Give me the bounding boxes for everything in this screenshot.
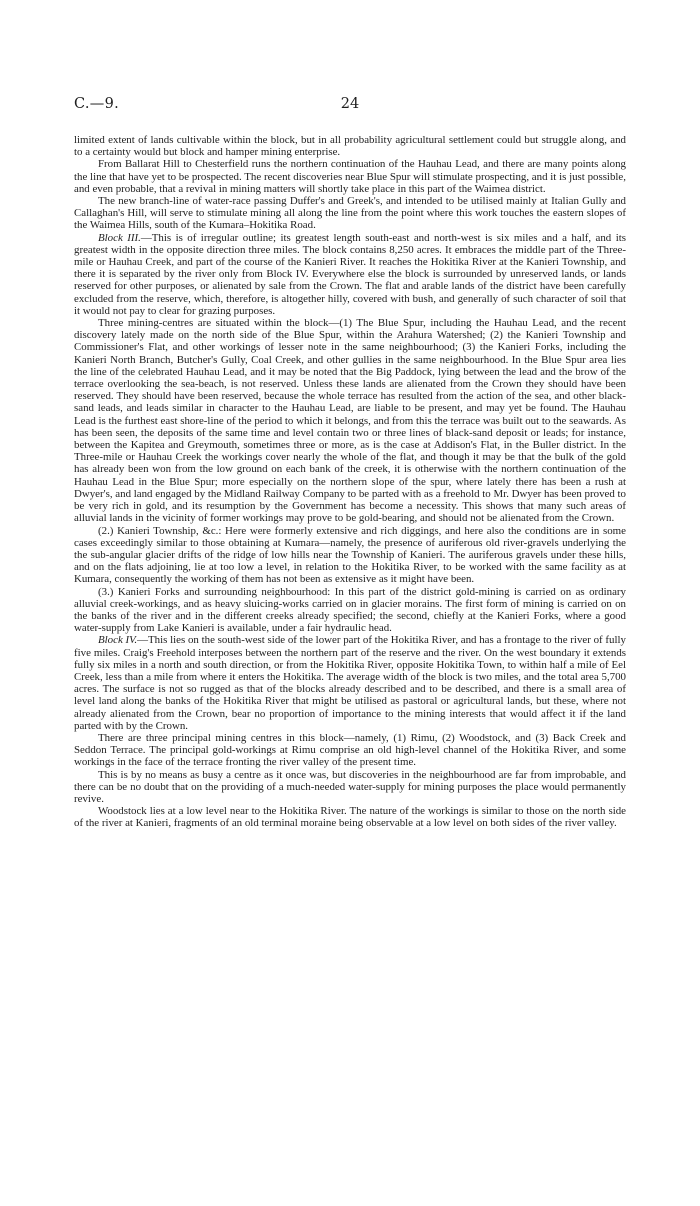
paragraph: Woodstock lies at a low level near to the Hokitika River. The nature of the workings is similar to those on the north side of the river at Kanieri, fragments of an old terminal moraine being observable at a low level on both sides of the river valley. <box>74 805 626 830</box>
block-heading: Block IV. <box>98 634 138 647</box>
paragraph: (2.) Kanieri Township, &c.: Here were formerly extensive and rich diggings, and here also the conditions are in some cases exceedingly similar to those obtaining at Kumara—namely, the presence of auriferous old river-gravels underlying the the sub-angular glacier drifts of the ridge of low hills near the Township of Kanieri. The auriferous gravels under these hills, and on the flats adjoining, lie at too low a level, in relation to the Hokitika River, to be worked with the same facility as at Kumara, consequently the working of them has not been as extensive as it might have been. <box>74 524 626 586</box>
paragraph-text: —This is of irregular outline; its greatest length south-east and north-west is six miles and a half, and its greatest width in the opposite direction three miles. The block contains 8,250 acres. It embraces the middle part of the Three-mile or Hauhau Creek, and part of the course of the Kanieri River. It reaches the Hokitika River at the Kanieri Township, and there it is separated by the river only from Block IV. Everywhere else the block is surrounded by unreserved lands, or lands reserved for other purposes, or alienated by sale from the Crown. The flat and arable lands of the district have been carefully excluded from the reserve, which, therefore, is altogether hilly, covered with bush, and generally of such character of soil that it would not pay to clear for grazing purposes. <box>74 231 626 317</box>
page-number: 24 <box>340 96 360 112</box>
page-header <box>74 96 626 118</box>
paragraph: limited extent of lands cultivable within the block, but in all probability agricultural settlement could but struggle along, and to a certainty would but block and hamper mining enterprise. <box>74 134 626 159</box>
block-heading: Block III. <box>98 231 141 244</box>
document-reference: C.—9. <box>74 96 120 112</box>
paragraph: This is by no means as busy a centre as it once was, but discoveries in the neighbourhood are far from improbable, and there can be no doubt that on the providing of a much-needed water-supply for mining purposes the place would permanently revive. <box>74 768 626 805</box>
paragraph: (3.) Kanieri Forks and surrounding neighbourhood: In this part of the district gold-mining is carried on as ordinary alluvial creek-workings, and as heavy sluicing-works carried on in glacier morains. The first form of mining is carried on on the banks of the river and in the different creeks already specified; the second, chiefly at the Kanieri Forks, where a good water-supply from Lake Kanieri is available, under a fair hydraulic head. <box>74 585 626 635</box>
paragraph: There are three principal mining centres in this block—namely, (1) Rimu, (2) Woodstock, and (3) Back Creek and Seddon Terrace. The principal gold-workings at Rimu comprise an old high-level channel of the Hokitika River, and some workings in the face of the terrace fronting the river valley of the present time. <box>74 731 626 769</box>
paragraph-text: —This lies on the south-west side of the lower part of the Hokitika River, and has a frontage to the river of fully five miles. Craig's Freehold interposes between the northern part of the reserve and the river. On the west boundary it extends fully six miles in a north and south direction, or from the Hokitika River, opposite Hokitika Town, to within half a mile of Eel Creek, less than a mile from where it enters the Hokitika. The average width of the block is two miles, and the total area 5,700 acres. The surface is not so rugged as that of the blocks already described and to be described, and there is a small area of level land along the banks of the Hokitika River that might be utilised as pastoral or agricultural lands, but these, where not already alienated from the Crown, bear no proportion of importance to the mining interests that would affect it if the land parted with by the Crown. <box>74 634 626 732</box>
paragraph <box>74 232 626 317</box>
paragraph: Three mining-centres are situated within the block—(1) The Blue Spur, including the Hauhau Lead, and the recent discovery lately made on the north side of the Blue Spur, within the Arahura Watershed; (2) the Kanieri Township and Commissioner's Flat, and other workings of lesser note in the same neighbourhood; (3) the Kanieri Forks, including the Kanieri North Branch, Butcher's Gully, Coal Creek, and other gullies in the same neighbourhood. In the Blue Spur area lies the line of the celebrated Hauhau Lead, and it may be noted that the Big Paddock, lying between the lead and the brow of the terrace overlooking the sea-beach, is not reserved. Unless these lands are alienated from the Crown they should have been reserved. They should have been reserved, because the whole terrace has resulted from the action of the sea, and other black-sand leads, and leads similar in character to the Hauhau Lead, are liable to be present, and may yet be found. The Hauhau Lead is the furthest east shore-line of the period to which it belongs, and from this the terrace was built out to the seawards. As has been seen, the deposits of the same time and level contain two or three lines of black-sand deposit or leads; for instance, between the Kapitea and Greymouth, sometimes three or more, as is the case at Addison's Flat, in the Buller district. In the Three-mile or Hauhau Creek the workings cover nearly the whole of the flat, and though it may be that the bulk of the gold has already been won from the low ground on each bank of the creek, it is otherwise with the northern continuation of the Hauhau Lead in the Blue Spur; more especially on the northern slope of the spur, where lately there has been a rush at Dwyer's, and land engaged by the Midland Railway Company to be parted with as a freehold to Mr. Dwyer has been proved to be very rich in gold, and its resumption by the Government has become a necessity. This shows that many such areas of alluvial lands in the vicinity of former workings may prove to be gold-bearing, and should not be alienated from the Crown. <box>74 317 626 525</box>
paragraph: From Ballarat Hill to Chesterfield runs the northern continuation of the Hauhau Lead, and there are many points along the line that have yet to be prospected. The recent discoveries near Blue Spur will stimulate prospecting, and it is just possible, and even probable, that a revival in mining matters will shortly take place in this part of the Waimea district. <box>74 158 626 195</box>
body-text <box>74 134 626 830</box>
paragraph <box>74 634 626 732</box>
paragraph: The new branch-line of water-race passing Duffer's and Greek's, and intended to be utilised mainly at Italian Gully and Callaghan's Hill, will serve to stimulate mining all along the line from the point where this work touches the eastern slopes of the Waimea Hills, south of the Kumara–Hokitika Road. <box>74 195 626 232</box>
